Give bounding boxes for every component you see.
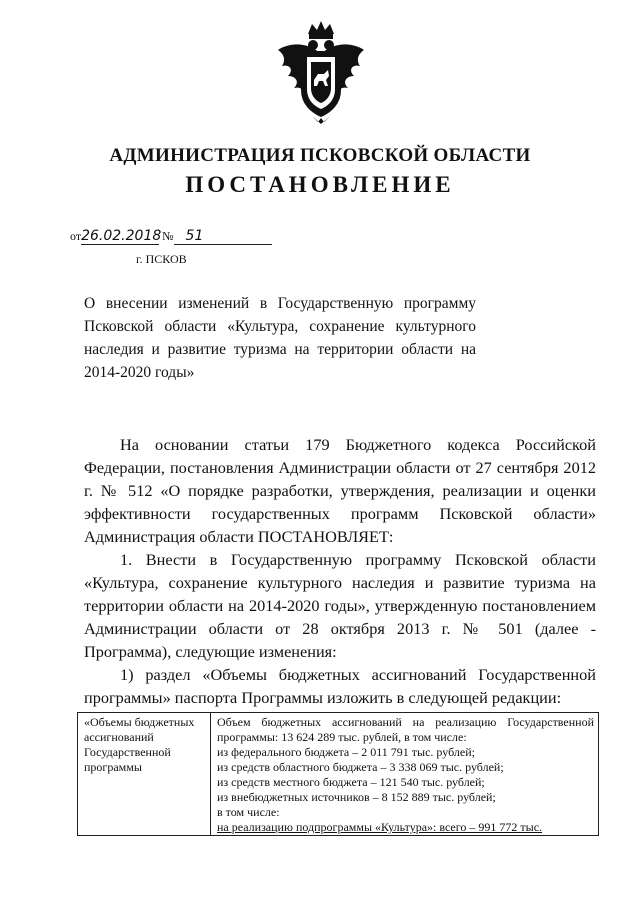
number-prefix: № xyxy=(162,229,174,243)
date-prefix: от xyxy=(70,229,82,243)
pskov-coat-of-arms-icon xyxy=(272,20,370,130)
document-type: ПОСТАНОВЛЕНИЕ xyxy=(185,172,455,197)
table-line: из федерального бюджета – 2 011 791 тыс. рублей; xyxy=(217,745,475,759)
city: г. ПСКОВ xyxy=(136,252,187,266)
budget-table xyxy=(77,712,599,836)
table-line: в том числе: xyxy=(217,805,280,819)
table-line: из средств местного бюджета – 121 540 тыс. рублей; xyxy=(217,775,485,789)
document-date-number xyxy=(70,228,272,245)
document-title: О внесении изменений в Государственную программу Псковской области «Культура, сохранение культурного наследия и развитие туризма на территории области на 2014-2020 годы» xyxy=(84,295,476,381)
table-label-cell: «Объемы бюджетных ассигнований Государственной программы xyxy=(78,713,211,836)
table-line: из средств областного бюджета – 3 338 069 тыс. рублей; xyxy=(217,760,504,774)
body-paragraph-1: На основании статьи 179 Бюджетного кодекса Российской Федерации, постановления Администрации области от 27 сентября 2012 г. № 512 «О порядке разработки, утверждения, реализации и оценки эффективности государственных программ Псковской области» Администрация области ПОСТАНОВЛЯЕТ: xyxy=(84,435,596,546)
table-value-cell xyxy=(211,713,599,836)
table-row xyxy=(78,713,599,836)
date-value: 26.02.2018 xyxy=(81,228,162,244)
body-paragraph-3: 1) раздел «Объемы бюджетных ассигнований Государственной программы» паспорта Программы изложить в следующей редакции: xyxy=(84,665,596,707)
organization-name: АДМИНИСТРАЦИЯ ПСКОВСКОЙ ОБЛАСТИ xyxy=(109,145,531,166)
body-paragraph-2: 1. Внести в Государственную программу Псковской области «Культура, сохранение культурного наследия и развитие туризма на территории области на 2014-2020 годы», утвержденную постановлением Администрации области от 28 октября 2013 г. № 501 (далее - Программа), следующие изменения: xyxy=(84,550,596,661)
document-body xyxy=(84,433,596,709)
number-value: 51 xyxy=(174,228,272,245)
coat-of-arms-emblem xyxy=(272,20,370,130)
table-line: Объем бюджетных ассигнований на реализацию Государственной программы: 13 624 289 тыс. рублей, в том числе: xyxy=(217,715,594,744)
table-line: на реализацию подпрограммы «Культура»: всего – 991 772 тыс. xyxy=(217,820,543,834)
table-line: из внебюджетных источников – 8 152 889 тыс. рублей; xyxy=(217,790,496,804)
